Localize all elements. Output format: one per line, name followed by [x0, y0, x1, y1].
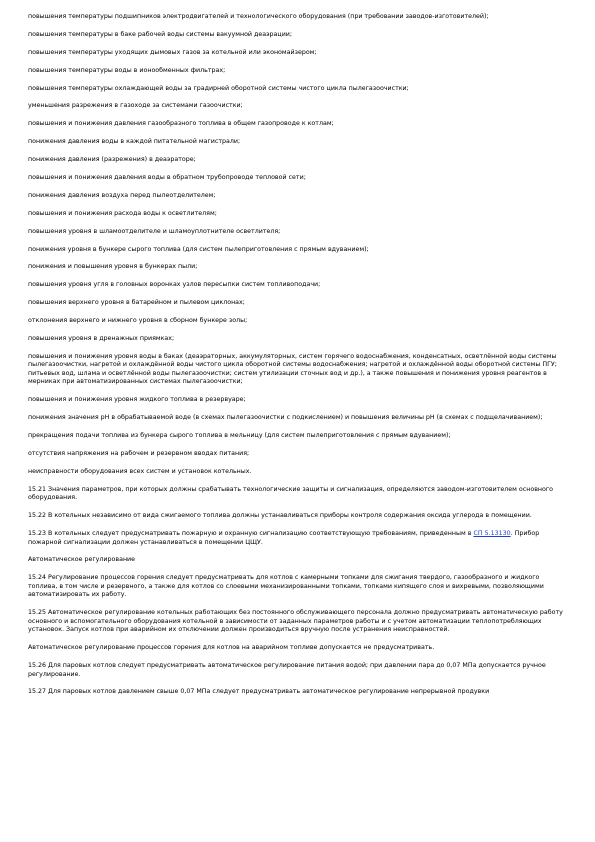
list-item: повышения уровня в дренажных приямках;: [28, 335, 175, 343]
list-item: повышения температуры охлаждающей воды за градирней оборотной системы чистого цикла пылегазоочистки;: [28, 84, 409, 92]
list-item: понижения значения pH в обрабатываемой воде (в схемах пылегазоочистки с подкислением) и повышения величины pH (в схемах с подщелачиванием);: [28, 414, 543, 422]
list-item: повышения и понижения уровня жидкого топлива в резервуаре;: [28, 396, 246, 404]
paragraph-text-after: . Прибор пожарной сигнализации должен устанавливаться в помещении ЦЩУ.: [28, 530, 540, 546]
list-item: повышения уровня угля в головных воронках узлов пересыпки систем топливоподачи;: [28, 281, 321, 289]
list-item: прекращения подачи топлива из бункера сырого топлива в мельницу (для систем пылеприготовления с прямым вдуванием);: [28, 432, 451, 440]
list-item: повышения и понижения расхода воды к осветлителям;: [28, 209, 217, 217]
list-item: уменьшения разрежения в газоходе за системами газоочистки;: [28, 102, 243, 110]
list-item: повышения и понижения давления воды в обратном трубопроводе тепловой сети;: [28, 174, 306, 182]
paragraph-text: 15.23 В котельных следует предусматривать пожарную и охранную сигнализацию соответствующую требованиям, приведенным в: [28, 530, 472, 538]
list-item: понижения давления воздуха перед пылеотделителем;: [28, 191, 216, 199]
list-item: повышения и понижения давления газообразного топлива в общем газопроводе к котлам;: [28, 120, 334, 128]
paragraph: [28, 530, 565, 547]
paragraph: 15.22 В котельных независимо от вида сжигаемого топлива должны устанавливаться приборы контроля содержания оксида углерода в помещении.: [28, 512, 532, 520]
section-heading: Автоматическое регулирование: [28, 556, 136, 564]
list-item: повышения температуры подшипников электродвигателей и технологического оборудования (при требовании заводов-изготовителей);: [28, 13, 489, 20]
list-item: повышения и понижения уровня воды в баках (деаэраторных, аккумуляторных, систем горячего водоснабжения, конденсатных, осветлённой воды системы пылегазоочистки, нагретой и охлаждённой воды чистого цикла оборотной системы водоснабжения; нагретой и охлаждённой воды оборотной системы ПГУ; питьевых вод, шлама и осветлённой воды пылегазоочистки; систем утилизации сточных вод и др.), а также повышения и понижения уровня реагентов в мерниках при автоматизированных системах пылегазоочистки;: [28, 352, 557, 386]
standard-link[interactable]: СП 5.13130: [473, 530, 511, 538]
list-item: понижения и повышения уровня в бункерах пыли;: [28, 263, 198, 271]
list-item: повышения температуры уходящих дымовых газов за котельной или экономайзером;: [28, 48, 317, 56]
paragraph: 15.21 Значения параметров, при которых должны срабатывать технологические защиты и сигнализация, определяются заводом-изготовителем основного оборудования.: [28, 485, 554, 502]
list-item: повышения верхнего уровня в батарейном и пылевом циклонах;: [28, 299, 245, 307]
paragraph: 15.25 Автоматическое регулирование котельных работающих без постоянного обслуживающего персонала должно предусматривать автоматическую работу основного и вспомогательного оборудования котельной в зависимости от заданных параметров работы и с учетом автоматизации теплопотребляющих установок. Запуск котлов при аварийном их отключении должен производиться вручную после устранения неисправностей.: [28, 609, 563, 634]
list-item: повышения температуры в баке рабочей воды системы вакуумной деаэрации;: [28, 30, 293, 38]
list-item: отсутствия напряжения на рабочем и резервном вводах питания;: [28, 449, 250, 457]
list-item: понижения давления (разрежения) в деаэраторе;: [28, 156, 196, 164]
paragraph: 15.27 Для паровых котлов давлением свыше 0,07 МПа следует предусматривать автоматическое регулирование непрерывной продувки: [28, 688, 490, 696]
list-item: повышения температуры воды в ионообменных фильтрах;: [28, 66, 226, 74]
list-item: повышения уровня в шламоотделителе и шламоуплотнителе осветлителя;: [28, 227, 281, 235]
list-item: неисправности оборудования всех систем и установок котельных.: [28, 467, 252, 475]
paragraph: Автоматическое регулирование процессов горения для котлов на аварийном топливе допускается не предусматривать.: [28, 644, 435, 652]
list-item: отклонения верхнего и нижнего уровня в сборном бункере золы;: [28, 317, 248, 325]
list-item: понижения давления воды в каждой питательной магистрали;: [28, 138, 241, 146]
list-item: понижения уровня в бункере сырого топлива (для систем пылеприготовления с прямым вдуванием);: [28, 245, 369, 253]
paragraph: 15.26 Для паровых котлов следует предусматривать автоматическое регулирование питания водой; при давлении пара до 0,07 МПа допускается ручное регулирование.: [28, 662, 546, 678]
paragraph: 15.24 Регулирование процессов горения следует предусматривать для котлов с камерными топками для сжигания твердого, газообразного и жидкого топлива, в том числе и резервного, а также для котлов со слоевыми механизированными топками, топками кипящего слоя и вихревыми, позволяющими автоматизировать их работу.: [28, 574, 544, 599]
